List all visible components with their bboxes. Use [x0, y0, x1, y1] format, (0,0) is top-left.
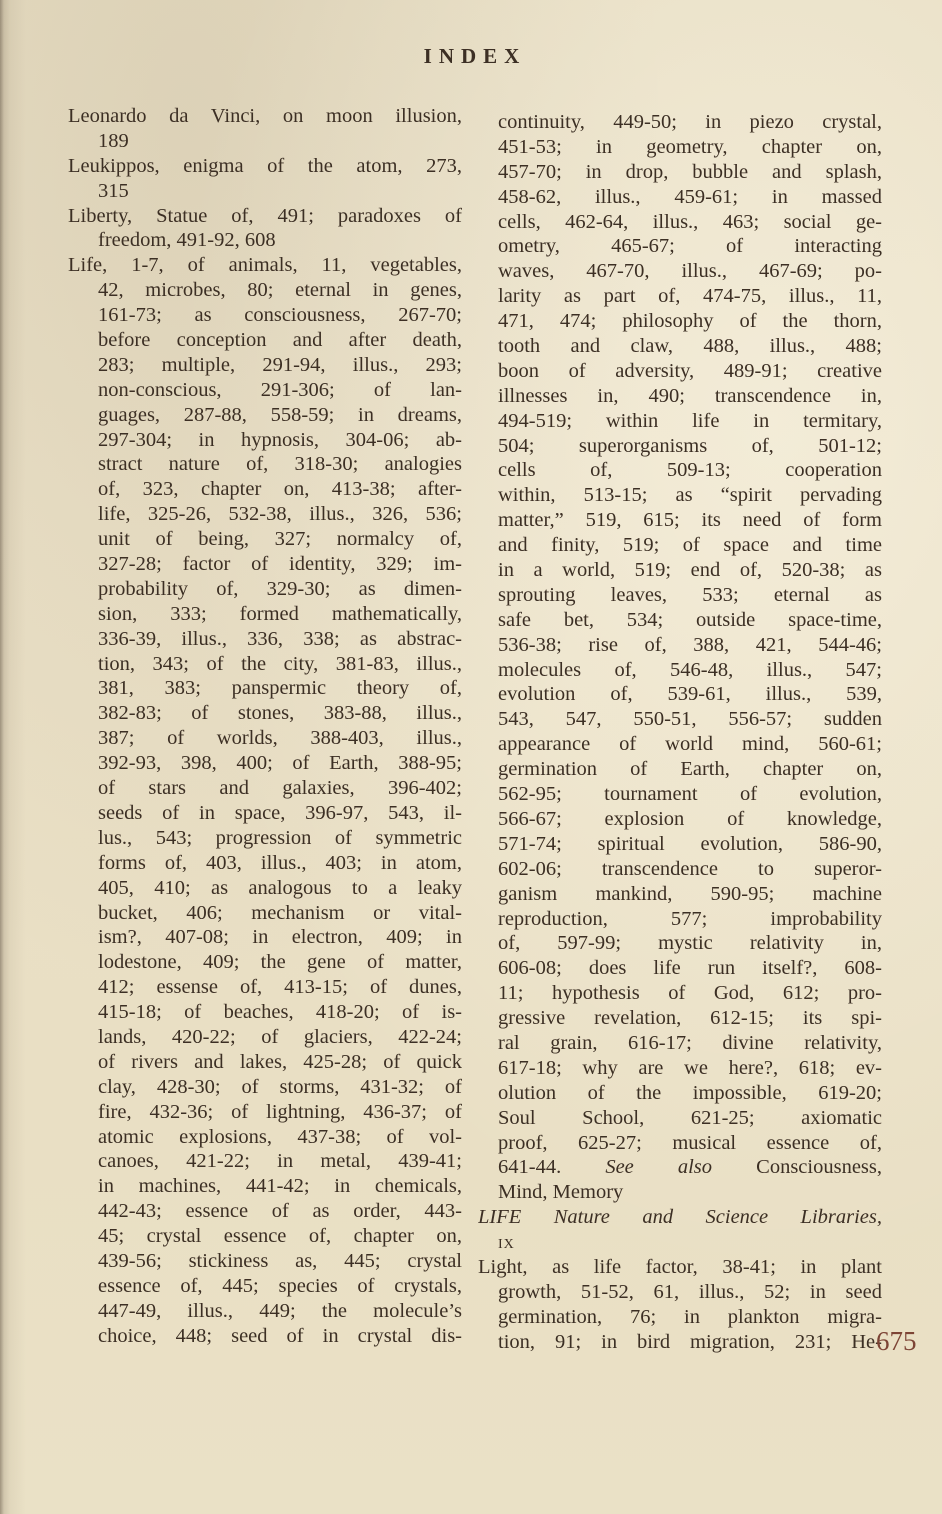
index-line: germination, 76; in plankton migra- — [498, 1305, 882, 1328]
index-line: 161-73; as consciousness, 267-70; — [98, 304, 462, 327]
index-line: stract nature of, 318-30; analogies — [98, 453, 462, 476]
index-line: evolution of, 539-61, illus., 539, — [498, 683, 882, 706]
index-line: ism?, 407-08; in electron, 409; in — [98, 926, 462, 949]
index-line: sion, 333; formed mathematically, — [98, 602, 462, 625]
index-line: tion, 91; in bird migration, 231; He- — [498, 1330, 882, 1353]
index-line: 494-519; within life in termitary, — [498, 409, 882, 432]
index-line: gressive revelation, 612-15; its spi- — [498, 1007, 882, 1030]
index-line: larity as part of, 474-75, illus., 11, — [498, 285, 882, 308]
index-line: olution of the impossible, 619-20; — [498, 1081, 882, 1104]
index-line: 536-38; rise of, 388, 421, 544-46; — [498, 633, 882, 656]
index-line: 297-304; in hypnosis, 304-06; ab- — [98, 428, 462, 451]
index-line: 283; multiple, 291-94, illus., 293; — [98, 353, 462, 376]
index-line: tooth and claw, 488, illus., 488; — [498, 335, 882, 358]
index-line: ganism mankind, 590-95; machine — [498, 882, 882, 905]
index-line: 42, microbes, 80; eternal in genes, — [98, 279, 462, 302]
index-line: cells, 462-64, illus., 463; social ge- — [498, 210, 882, 233]
index-line: 447-49, illus., 449; the molecule’s — [98, 1299, 462, 1322]
index-line: of, 323, chapter on, 413-38; after- — [98, 478, 462, 501]
index-line: 405, 410; as analogous to a leaky — [98, 876, 462, 899]
index-line: ix — [498, 1231, 515, 1254]
index-line: 412; essense of, 413-15; of dunes, — [98, 976, 462, 999]
index-line: 382-83; of stones, 383-88, illus., — [98, 702, 462, 725]
index-line: 451-53; in geometry, chapter on, — [498, 135, 882, 158]
index-line: 504; superorganisms of, 501-12; — [498, 434, 882, 457]
index-line: of stars and galaxies, 396-402; — [98, 777, 462, 800]
index-line: choice, 448; seed of in crystal dis- — [98, 1324, 462, 1347]
index-line: lus., 543; progression of symmetric — [98, 826, 462, 849]
index-line: 566-67; explosion of knowledge, — [498, 807, 882, 830]
index-line: 392-93, 398, 400; of Earth, 388-95; — [98, 752, 462, 775]
index-line: ometry, 465-67; of interacting — [498, 235, 882, 258]
index-line: atomic explosions, 437-38; of vol- — [98, 1125, 462, 1148]
index-line: cells of, 509-13; cooperation — [498, 459, 882, 482]
index-line: waves, 467-70, illus., 467-69; po- — [498, 260, 882, 283]
index-text: Consciousness, — [712, 1156, 882, 1179]
index-line: 543, 547, 550-51, 556-57; sudden — [498, 708, 882, 731]
index-line: Mind, Memory — [498, 1181, 624, 1204]
index-line: before conception and after death, — [98, 329, 462, 352]
index-line: safe bet, 534; outside space-time, — [498, 608, 882, 631]
index-line: appearance of world mind, 560-61; — [498, 733, 882, 756]
index-line: Liberty, Statue of, 491; paradoxes of — [68, 204, 462, 227]
index-line: unit of being, 327; normalcy of, — [98, 528, 462, 551]
index-line: bucket, 406; mechanism or vital- — [98, 901, 462, 924]
index-line: freedom, 491-92, 608 — [98, 229, 276, 252]
index-line: non-conscious, 291-306; of lan- — [98, 378, 462, 401]
index-line: in machines, 441-42; in chemicals, — [98, 1175, 462, 1198]
index-line: 571-74; spiritual evolution, 586-90, — [498, 832, 882, 855]
index-line: 471, 474; philosophy of the thorn, — [498, 310, 882, 333]
index-line: Soul School, 621-25; axiomatic — [498, 1106, 882, 1129]
index-line: 45; crystal essence of, chapter on, — [98, 1225, 462, 1248]
index-line: clay, 428-30; of storms, 431-32; of — [98, 1075, 462, 1098]
index-line: growth, 51-52, 61, illus., 52; in seed — [498, 1280, 882, 1303]
index-line: germination of Earth, chapter on, — [498, 758, 882, 781]
index-line — [478, 1155, 882, 1180]
index-line: seeds of in space, 396-97, 543, il- — [98, 801, 462, 824]
index-line: forms of, 403, illus., 403; in atom, — [98, 851, 462, 874]
index-line: Leonardo da Vinci, on moon illusion, — [68, 105, 462, 127]
index-line: tion, 343; of the city, 381-83, illus., — [98, 652, 462, 675]
index-line: 336-39, illus., 336, 338; as abstrac- — [98, 627, 462, 650]
index-line: molecules of, 546-48, illus., 547; — [498, 658, 882, 681]
index-line: reproduction, 577; improbability — [498, 907, 882, 930]
index-line: LIFE Nature and Science Libraries, — [478, 1206, 882, 1229]
index-line: 606-08; does life run itself?, 608- — [498, 957, 882, 980]
index-line: in a world, 519; end of, 520-38; as — [498, 559, 882, 582]
page-number: 675 — [876, 1326, 917, 1356]
index-line: continuity, 449-50; in piezo crystal, — [498, 111, 882, 133]
index-line: Life, 1-7, of animals, 11, vegetables, — [68, 254, 462, 277]
index-line: 617-18; why are we here?, 618; ev- — [498, 1056, 882, 1079]
index-line: 189 — [98, 129, 129, 152]
index-line: guages, 287-88, 558-59; in dreams, — [98, 403, 462, 426]
index-line: Light, as life factor, 38-41; in plant — [478, 1255, 882, 1278]
index-line: 562-95; tournament of evolution, — [498, 783, 882, 806]
index-line: proof, 625-27; musical essence of, — [498, 1131, 882, 1154]
index-line: of rivers and lakes, 425-28; of quick — [98, 1050, 462, 1073]
index-line: within, 513-15; as “spirit pervading — [498, 484, 882, 507]
index-line: 415-18; of beaches, 418-20; of is- — [98, 1001, 462, 1024]
see-also-reference: See also — [605, 1156, 713, 1179]
index-line: boon of adversity, 489-91; creative — [498, 359, 882, 382]
left-column — [68, 104, 462, 1349]
index-line: lands, 420-22; of glaciers, 422-24; — [98, 1025, 462, 1048]
index-line: 315 — [98, 179, 129, 202]
page-title: INDEX — [423, 44, 527, 68]
index-line: 439-56; stickiness as, 445; crystal — [98, 1249, 462, 1272]
right-column — [478, 110, 882, 1355]
index-line: lodestone, 409; the gene of matter, — [98, 951, 462, 974]
index-line: essence of, 445; species of crystals, — [98, 1274, 462, 1297]
index-line: 387; of worlds, 388-403, illus., — [98, 727, 462, 750]
index-line: probability of, 329-30; as dimen- — [98, 577, 462, 600]
index-line: ral grain, 616-17; divine relativity, — [498, 1031, 882, 1054]
index-line: 602-06; transcendence to superor- — [498, 857, 882, 880]
index-line: 381, 383; panspermic theory of, — [98, 677, 462, 700]
index-line: 458-62, illus., 459-61; in massed — [498, 185, 882, 208]
index-line: 11; hypothesis of God, 612; pro- — [498, 982, 882, 1005]
index-line: and finity, 519; of space and time — [498, 534, 882, 557]
index-line: illnesses in, 490; transcendence in, — [498, 384, 882, 407]
index-line: sprouting leaves, 533; eternal as — [498, 583, 882, 606]
index-line: matter,” 519, 615; its need of form — [498, 509, 882, 532]
index-line: Leukippos, enigma of the atom, 273, — [68, 154, 462, 177]
index-line: 457-70; in drop, bubble and splash, — [498, 160, 882, 183]
index-line: 442-43; essence of as order, 443- — [98, 1200, 462, 1223]
index-line: canoes, 421-22; in metal, 439-41; — [98, 1150, 462, 1173]
index-line: 327-28; factor of identity, 329; im- — [98, 553, 462, 576]
index-line: life, 325-26, 532-38, illus., 326, 536; — [98, 503, 462, 526]
index-text: 641-44. — [498, 1156, 606, 1179]
index-line: of, 597-99; mystic relativity in, — [498, 932, 882, 955]
index-line: fire, 432-36; of lightning, 436-37; of — [98, 1100, 462, 1123]
